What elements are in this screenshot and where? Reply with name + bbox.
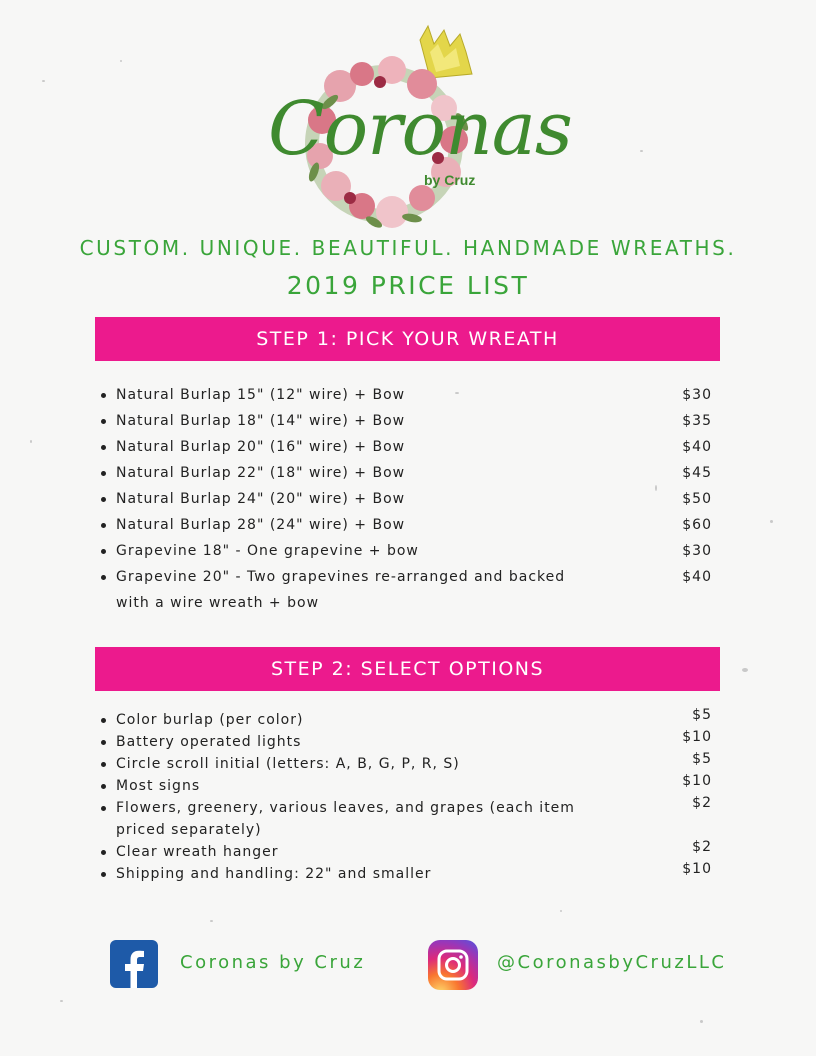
item-price: $10 — [682, 729, 712, 745]
item-description: Natural Burlap 18" (14" wire) + Bow — [116, 413, 406, 429]
list-item — [99, 486, 714, 512]
facebook-handle[interactable]: Coronas by Cruz — [180, 952, 366, 973]
paper-speck — [60, 1000, 63, 1002]
item-price: $5 — [692, 707, 712, 723]
instagram-icon[interactable] — [428, 940, 478, 990]
item-description: Natural Burlap 15" (12" wire) + Bow — [116, 387, 406, 403]
paper-speck — [770, 520, 773, 523]
item-description: Natural Burlap 28" (24" wire) + Bow — [116, 517, 406, 533]
item-description: Circle scroll initial (letters: A, B, G, P, R, S) — [116, 756, 460, 772]
list-item — [99, 753, 714, 775]
item-description: Flowers, greenery, various leaves, and grapes (each item priced separately) — [116, 800, 575, 838]
paper-speck — [210, 920, 213, 922]
list-item — [99, 775, 714, 797]
list-item — [99, 538, 714, 564]
instagram-handle[interactable]: @CoronasbyCruzLLC — [497, 952, 727, 973]
paper-speck — [560, 910, 562, 912]
list-item — [99, 382, 714, 408]
item-price: $30 — [682, 543, 712, 559]
paper-speck — [640, 150, 643, 152]
list-item — [99, 731, 714, 753]
item-description: Natural Burlap 22" (18" wire) + Bow — [116, 465, 406, 481]
item-description: Clear wreath hanger — [116, 844, 279, 860]
list-item — [99, 863, 714, 885]
paper-speck — [742, 668, 748, 672]
list-item — [99, 797, 714, 841]
item-description: Grapevine 18" - One grapevine + bow — [116, 543, 419, 559]
list-item — [99, 434, 714, 460]
item-price: $60 — [682, 517, 712, 533]
item-price: $10 — [682, 861, 712, 877]
item-description: Grapevine 20" - Two grapevines re-arranged and backed with a wire wreath + bow — [116, 569, 566, 611]
item-price: $2 — [692, 795, 712, 811]
item-description: Battery operated lights — [116, 734, 302, 750]
item-price: $40 — [682, 439, 712, 455]
paper-speck — [42, 80, 45, 82]
paper-speck — [700, 1020, 703, 1023]
item-price: $40 — [682, 569, 712, 585]
list-item — [99, 460, 714, 486]
step1-list — [99, 382, 714, 616]
list-item — [99, 841, 714, 863]
list-item — [99, 512, 714, 538]
item-description: Natural Burlap 24" (20" wire) + Bow — [116, 491, 406, 507]
item-price: $2 — [692, 839, 712, 855]
logo-wordmark: Coronas — [268, 86, 572, 172]
tagline: CUSTOM. UNIQUE. BEAUTIFUL. HANDMADE WREATHS. — [79, 236, 737, 260]
list-item — [99, 408, 714, 434]
price-list-title: 2019 PRICE LIST — [286, 271, 530, 300]
step2-banner: STEP 2: SELECT OPTIONS — [95, 647, 720, 691]
list-item — [99, 564, 714, 616]
list-item — [99, 709, 714, 731]
paper-speck — [120, 60, 122, 62]
item-price: $35 — [682, 413, 712, 429]
step1-banner: STEP 1: PICK YOUR WREATH — [95, 317, 720, 361]
item-price: $30 — [682, 387, 712, 403]
item-price: $5 — [692, 751, 712, 767]
item-description: Color burlap (per color) — [116, 712, 304, 728]
logo-subtitle: by Cruz — [424, 172, 476, 188]
item-price: $50 — [682, 491, 712, 507]
step2-list — [99, 709, 714, 885]
item-description: Most signs — [116, 778, 201, 794]
item-description: Natural Burlap 20" (16" wire) + Bow — [116, 439, 406, 455]
paper-speck — [30, 440, 32, 443]
item-description: Shipping and handling: 22" and smaller — [116, 866, 432, 882]
item-price: $10 — [682, 773, 712, 789]
item-price: $45 — [682, 465, 712, 481]
facebook-icon[interactable] — [110, 940, 158, 988]
